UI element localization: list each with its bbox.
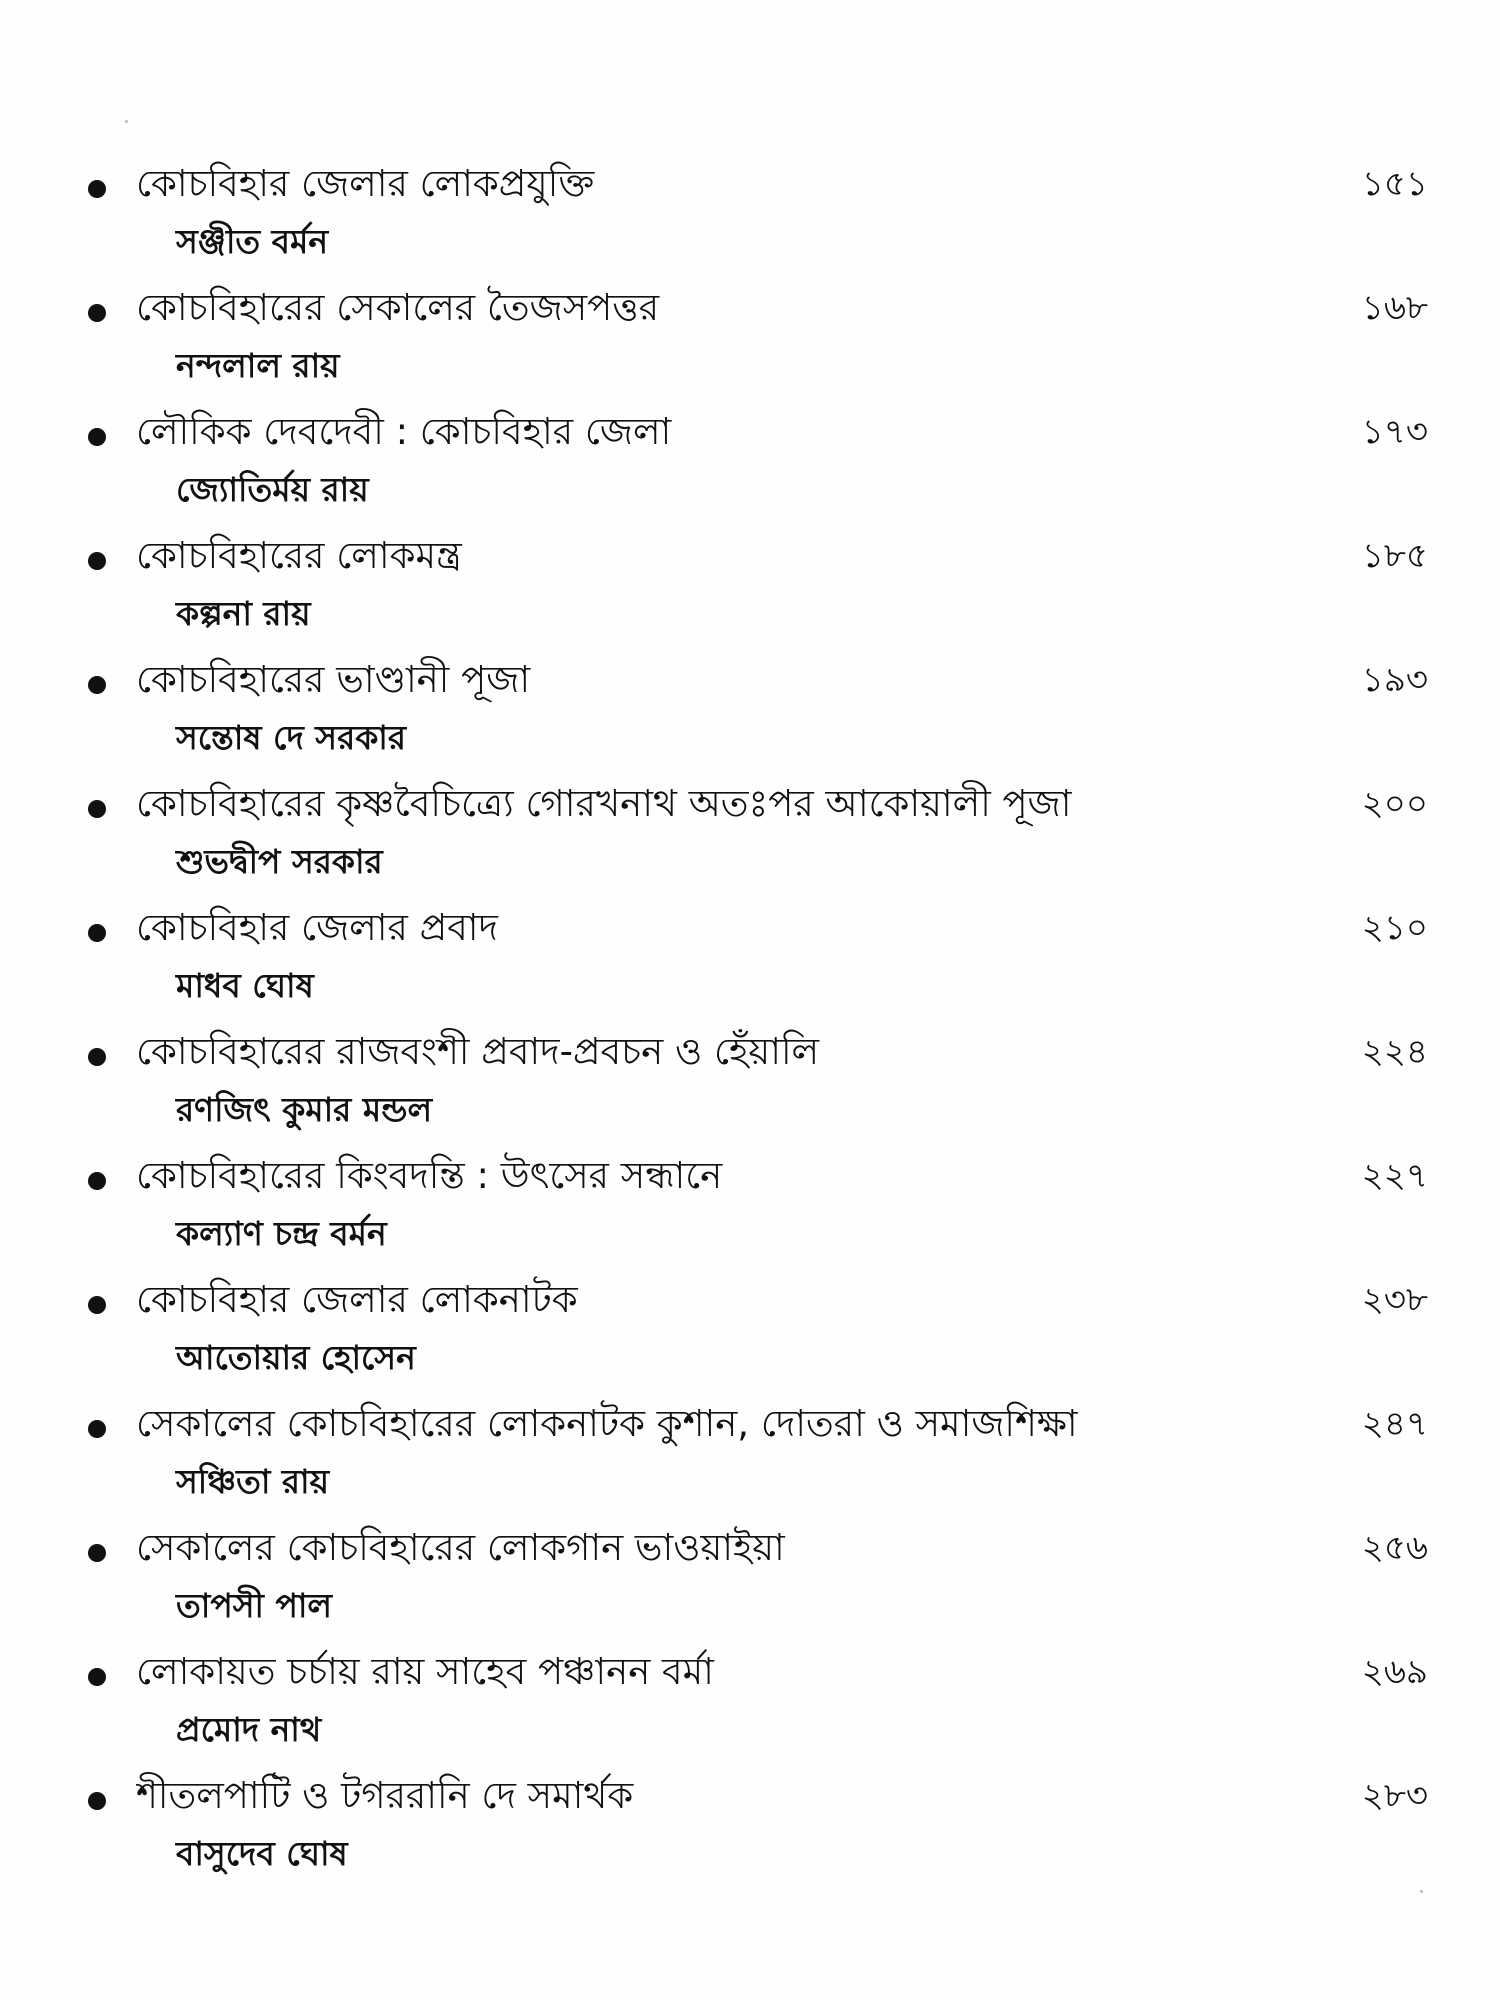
entry-author: মাধব ঘোষ xyxy=(176,966,314,1005)
toc-entry xyxy=(88,1390,1428,1514)
entry-page-number: ২৫৬ xyxy=(1361,1528,1428,1568)
entry-page-number: ১৬৮ xyxy=(1361,288,1428,328)
entry-author: নন্দলাল রায় xyxy=(176,346,340,385)
entry-title: কোচবিহার জেলার লোকপ্রযুক্তি xyxy=(136,162,595,205)
entry-author: সঞ্জীত বর্মন xyxy=(176,222,329,261)
entry-author: আতোয়ার হোসেন xyxy=(176,1338,416,1377)
bullet-icon xyxy=(88,1048,106,1066)
entry-page-number: ২৮৩ xyxy=(1361,1776,1428,1816)
toc-entry xyxy=(88,1638,1428,1762)
entry-title: কোচবিহারের ভাণ্ডানী পূজা xyxy=(136,658,531,701)
toc-entry xyxy=(88,150,1428,274)
paper-speck xyxy=(1420,1890,1423,1893)
entry-title: সেকালের কোচবিহারের লোকগান ভাওয়াইয়া xyxy=(136,1526,785,1569)
entry-title: কোচবিহারের কিংবদন্তি : উৎসের সন্ধানে xyxy=(136,1154,723,1197)
entry-author: রণজিৎ কুমার মন্ডল xyxy=(176,1090,433,1129)
entry-author: বাসুদেব ঘোষ xyxy=(176,1834,348,1873)
entry-page-number: ২৩৮ xyxy=(1361,1280,1428,1320)
entry-page-number: ২৪৭ xyxy=(1361,1404,1428,1444)
toc-entry xyxy=(88,1514,1428,1638)
entry-title: লোকায়ত চর্চায় রায় সাহেব পঞ্চানন বর্মা xyxy=(136,1650,714,1693)
entry-title: কোচবিহার জেলার লোকনাটক xyxy=(136,1278,578,1321)
entry-author: শুভদ্বীপ সরকার xyxy=(176,842,383,881)
toc-entry xyxy=(88,894,1428,1018)
toc-entry xyxy=(88,522,1428,646)
entry-title: লৌকিক দেবদেবী : কোচবিহার জেলা xyxy=(136,410,672,453)
entry-title: সেকালের কোচবিহারের লোকনাটক কুশান, দোতরা ও সমাজশিক্ষা xyxy=(136,1402,1078,1445)
entry-title: শীতলপাটি ও টগররানি দে সমার্থক xyxy=(136,1774,634,1817)
bullet-icon xyxy=(88,552,106,570)
entry-page-number: ১৫১ xyxy=(1361,164,1428,204)
bullet-icon xyxy=(88,428,106,446)
entry-page-number: ২১০ xyxy=(1361,908,1428,948)
bullet-icon xyxy=(88,800,106,818)
entry-title: কোচবিহার জেলার প্রবাদ xyxy=(136,906,498,949)
entry-page-number: ২২৭ xyxy=(1361,1156,1428,1196)
entry-title: কোচবিহারের কৃষ্ণবৈচিত্র্যে গোরখনাথ অতঃপর আকোয়ালী পূজা xyxy=(136,782,1072,825)
entry-author: তাপসী পাল xyxy=(176,1586,333,1625)
entry-author: কল্যাণ চন্দ্র বর্মন xyxy=(176,1214,387,1253)
toc-entry xyxy=(88,1762,1428,1886)
bullet-icon xyxy=(88,1296,106,1314)
entry-page-number: ১৭৩ xyxy=(1361,412,1428,452)
bullet-icon xyxy=(88,1792,106,1810)
bullet-icon xyxy=(88,924,106,942)
bullet-icon xyxy=(88,1172,106,1190)
bullet-icon xyxy=(88,304,106,322)
entry-title: কোচবিহারের সেকালের তৈজসপত্তর xyxy=(136,286,660,329)
toc-entry xyxy=(88,646,1428,770)
toc-entry xyxy=(88,398,1428,522)
entry-author: সঞ্চিতা রায় xyxy=(176,1462,330,1501)
entry-author: প্রমোদ নাথ xyxy=(176,1710,322,1749)
bullet-icon xyxy=(88,1544,106,1562)
toc-entry xyxy=(88,1266,1428,1390)
toc-entry xyxy=(88,274,1428,398)
entry-page-number: ১৯৩ xyxy=(1361,660,1428,700)
toc-entry xyxy=(88,1142,1428,1266)
entry-author: সন্তোষ দে সরকার xyxy=(176,718,407,757)
toc-entry xyxy=(88,770,1428,894)
entry-page-number: ১৮৫ xyxy=(1361,536,1428,576)
toc-entry xyxy=(88,1018,1428,1142)
bullet-icon xyxy=(88,180,106,198)
entry-title: কোচবিহারের রাজবংশী প্রবাদ-প্রবচন ও হেঁয়ালি xyxy=(136,1030,820,1073)
entry-page-number: ২৬৯ xyxy=(1361,1652,1428,1692)
entry-author: জ্যোতির্ময় রায় xyxy=(176,470,369,509)
bullet-icon xyxy=(88,1668,106,1686)
bullet-icon xyxy=(88,676,106,694)
entry-page-number: ২০০ xyxy=(1361,784,1428,824)
paper-speck xyxy=(125,120,128,123)
entry-page-number: ২২৪ xyxy=(1361,1032,1428,1072)
entry-title: কোচবিহারের লোকমন্ত্র xyxy=(136,534,462,577)
entry-author: কল্পনা রায় xyxy=(176,594,311,633)
bullet-icon xyxy=(88,1420,106,1438)
table-of-contents xyxy=(88,150,1428,1886)
